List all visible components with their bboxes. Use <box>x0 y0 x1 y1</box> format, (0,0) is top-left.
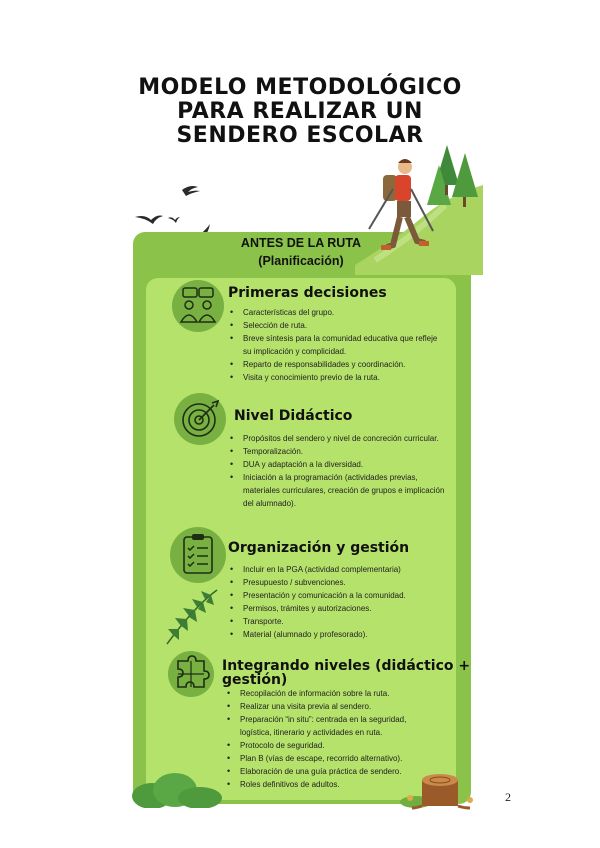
section-list-nivel-didactico <box>230 432 445 510</box>
list-item: • Temporalización. <box>230 445 445 458</box>
section-title-integrando-niveles <box>222 659 470 687</box>
list-item: • Propósitos del sendero y nivel de concreción curricular. <box>230 432 445 445</box>
section-title-organizacion-gestion: Organización y gestión <box>228 540 410 556</box>
section-title-primeras-decisiones: Primeras decisiones <box>228 285 387 301</box>
list-item: • Reparto de responsabilidades y coordinación. <box>230 358 413 371</box>
tree-stump-illustration <box>398 768 493 810</box>
list-item: • Visita y conocimiento previo de la ruta. <box>230 371 440 384</box>
title-line-1: MODELO METODOLÓGICO <box>138 75 462 100</box>
page-title <box>0 76 600 148</box>
meeting-people-icon <box>172 280 224 332</box>
section-list-integrando-niveles <box>227 687 427 791</box>
list-item: • Breve síntesis para la comunidad educativa que refleje su implicación y complicidad. <box>230 332 440 358</box>
section-title-line-1: Integrando niveles (didáctico + <box>222 658 471 674</box>
clipboard-checklist-icon <box>170 527 226 583</box>
list-item: • Características del grupo. <box>230 306 440 319</box>
section-title-line-2: gestión) <box>222 672 288 688</box>
bird-icon <box>168 217 180 223</box>
list-item: • Transporte. <box>230 615 445 628</box>
target-icon <box>174 393 226 445</box>
header-line-2: (Planificación) <box>258 254 344 268</box>
bush-illustration <box>130 768 225 808</box>
list-item: • Iniciación a la programación (actividades previas, materiales curriculares, creación de grupos e implicación del alumnado). <box>230 471 445 510</box>
list-item: • Recopilación de información sobre la ruta. <box>227 687 427 700</box>
title-line-3: SENDERO ESCOLAR <box>176 123 424 148</box>
header-line-1: ANTES DE LA RUTA <box>240 236 362 250</box>
list-item: • Presupuesto / subvenciones. <box>230 576 445 589</box>
list-item: • Roles definitivos de adultos. <box>227 778 427 791</box>
list-item: • Plan B (vías de escape, recorrido alternativo). <box>227 752 427 765</box>
fern-leaf-icon <box>155 586 225 650</box>
bird-icon <box>135 216 163 225</box>
section-list-primeras-decisiones <box>230 306 440 384</box>
list-item: • Selección de ruta. <box>230 319 440 332</box>
puzzle-icon <box>168 651 214 697</box>
list-item: • Material (alumnado y profesorado). <box>230 628 445 641</box>
section-header <box>226 234 376 270</box>
bird-icon <box>182 186 200 196</box>
list-item: • Presentación y comunicación a la comunidad. <box>230 589 445 602</box>
list-item: • Preparación “in situ”: centrada en la seguridad, logística, itinerario y actividades en ruta. <box>227 713 427 739</box>
list-item: • Incluir en la PGA (actividad complementaria) <box>230 563 445 576</box>
title-line-2: PARA REALIZAR UN <box>177 99 423 124</box>
list-item: • Elaboración de una guía práctica de sendero. <box>227 765 427 778</box>
list-item: • DUA y adaptación a la diversidad. <box>230 458 445 471</box>
list-item: • Realizar una visita previa al sendero. <box>227 700 427 713</box>
list-item: • Permisos, trámites y autorizaciones. <box>230 602 445 615</box>
page-number: 2 <box>505 790 511 804</box>
section-list-organizacion-gestion <box>230 563 445 641</box>
list-item: • Protocolo de seguridad. <box>227 739 427 752</box>
section-title-nivel-didactico: Nivel Didáctico <box>234 408 353 424</box>
